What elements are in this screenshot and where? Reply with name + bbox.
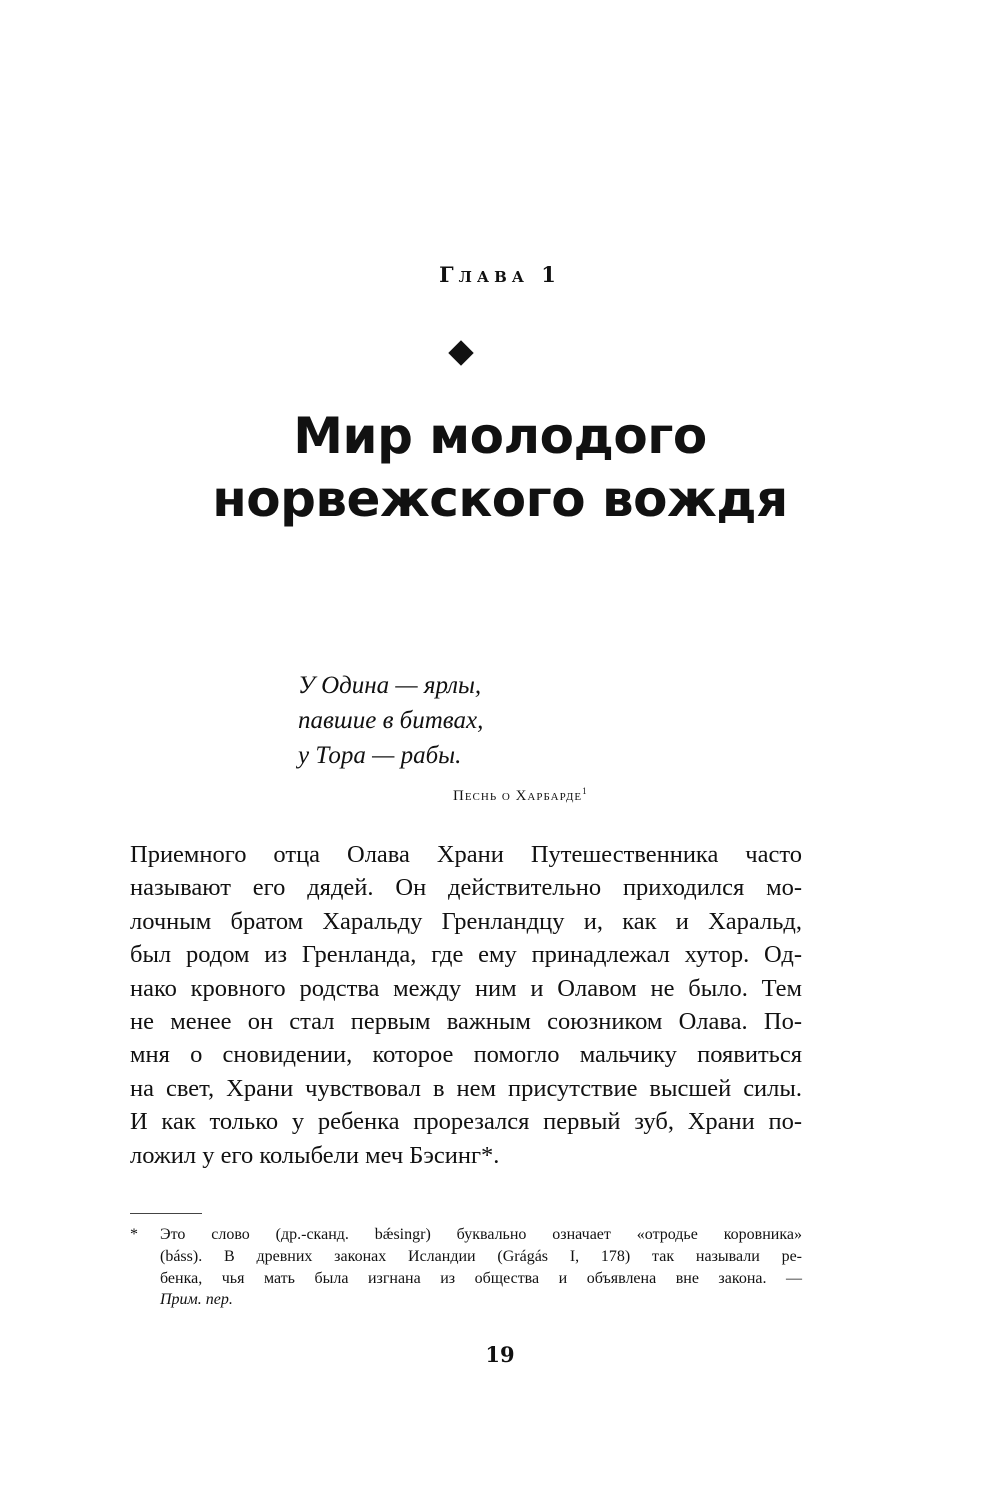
- chapter-title-line: норвежского вождя: [212, 470, 788, 528]
- epigraph: [298, 668, 483, 773]
- chapter-title: [0, 405, 1000, 531]
- endnote-reference: 1: [582, 786, 588, 796]
- footnote-line: Прим. пер.: [160, 1291, 233, 1309]
- epigraph-source-text: Песнь о Харбарде: [453, 788, 583, 804]
- body-line: нако кровного родства между ним и Олавом не было. Тем: [130, 974, 802, 1002]
- footnote-line: (báss). В древних законах Исландии (Grágás I, 178) так называли ре-: [160, 1247, 802, 1265]
- epigraph-line: у Тора — рабы.: [298, 742, 462, 769]
- body-line: лочным братом Харальду Гренландцу и, как и Харальд,: [130, 907, 802, 935]
- footnote-line: бенка, чья мать была изгнана из общества и объявлена вне закона. —: [160, 1269, 802, 1287]
- body-line: был родом из Гренланда, где ему принадлежал хутор. Од-: [130, 941, 802, 969]
- body-line: Приемного отца Олава Храни Путешественника часто: [130, 841, 802, 868]
- body-line: называют его дядей. Он действительно приходился мо-: [130, 874, 802, 902]
- epigraph-line: павшие в битвах,: [298, 707, 484, 734]
- chapter-title-line: Мир молодого: [293, 407, 707, 465]
- epigraph-line: У Одина — ярлы,: [298, 672, 482, 699]
- body-paragraph: [130, 838, 802, 1172]
- body-line: И как только у ребенка прорезался первый зуб, Храни по-: [130, 1108, 802, 1136]
- body-line: мня о сновидении, которое помогло мальчику появиться: [130, 1041, 802, 1069]
- diamond-ornament-icon: [448, 340, 473, 365]
- footnote-divider: [130, 1213, 202, 1214]
- footnote-body: [160, 1224, 802, 1311]
- footnote-line: Это слово (др.-сканд. bǽsingr) буквально означает «отродье коровника»: [160, 1226, 802, 1243]
- page-number: 19: [485, 1342, 515, 1367]
- body-line: ложил у его колыбели меч Бэсинг*.: [130, 1141, 500, 1169]
- chapter-label: Глава 1: [439, 262, 561, 287]
- epigraph-source: [453, 786, 588, 805]
- footnote-mark: *: [130, 1226, 138, 1243]
- footnote: [130, 1224, 802, 1311]
- body-line: на свет, Храни чувствовал в нем присутствие высшей силы.: [130, 1074, 802, 1102]
- body-line: не менее он стал первым важным союзником Олава. По-: [130, 1008, 802, 1036]
